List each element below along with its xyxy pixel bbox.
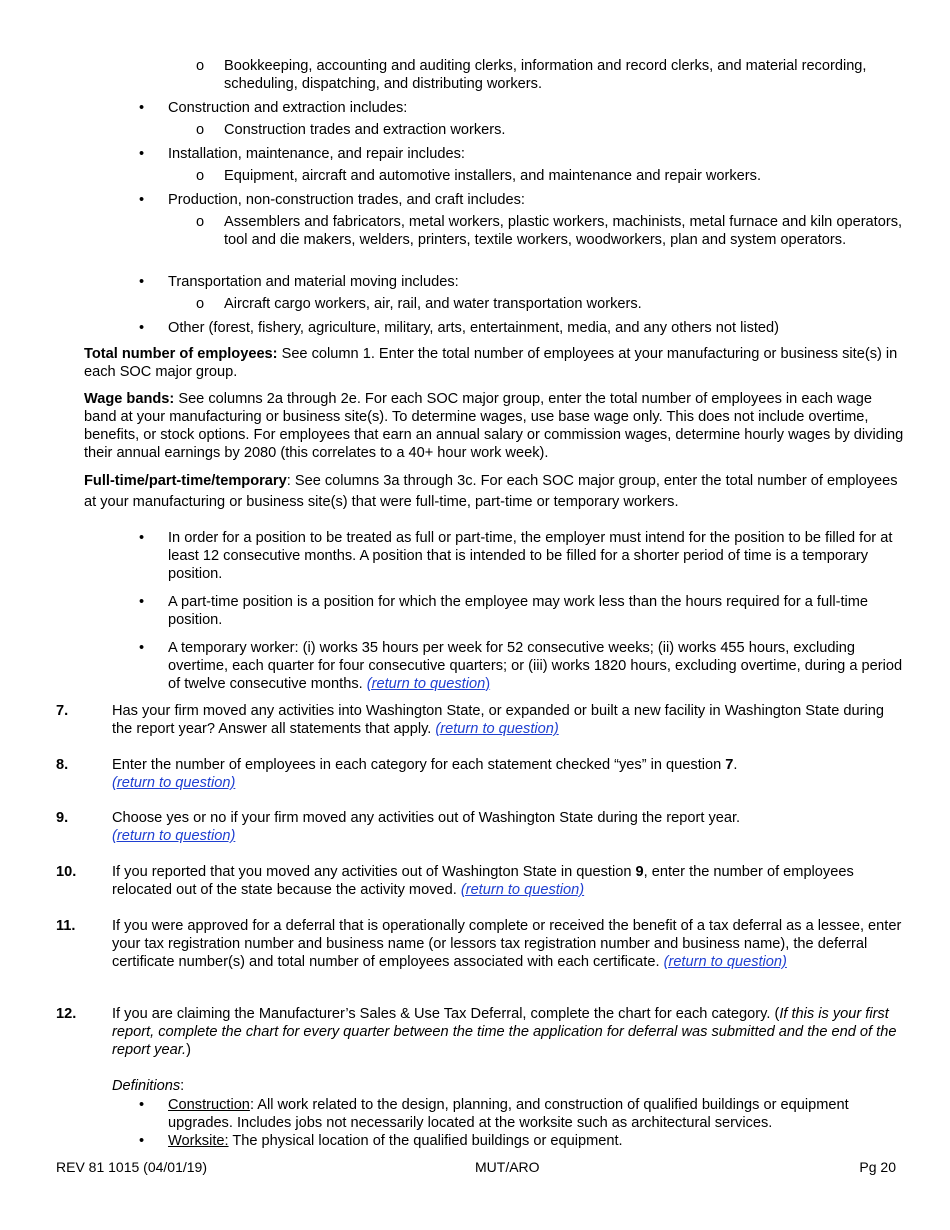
construction-term: Construction [168, 1097, 250, 1113]
question-12-italic: If this is your first report, complete the chart for every quarter between the time the application for deferral was submitted and the end of the report year. [112, 1006, 897, 1058]
definition-worksite [168, 1132, 903, 1150]
bullet-mark: • [139, 320, 145, 336]
sub-item-clerks: Bookkeeping, accounting and auditing clerks, information and record clerks, and material recording, scheduling, dispatching, and distributing workers. [224, 58, 867, 92]
wage-bands-paragraph [84, 390, 904, 462]
question-10-ref: 9 [635, 864, 644, 880]
bullet-mark: • [139, 530, 145, 546]
definitions-heading [112, 1077, 904, 1095]
bullet-transportation: Transportation and material moving includes: [168, 274, 459, 290]
worksite-definition: The physical location of the qualified buildings or equipment. [228, 1133, 623, 1149]
question-8-number: 8. [56, 757, 69, 773]
return-link-close-paren[interactable]: ) [485, 676, 491, 692]
definitions-heading-text: Definitions [112, 1078, 181, 1094]
bullet-construction: Construction and extraction includes: [168, 100, 408, 116]
return-to-question-link[interactable]: (return to question) [112, 828, 236, 844]
bullet-parttime-definition: A part-time position is a position for which the employee may work less than the hours required for a full-time position. [168, 594, 869, 628]
return-to-question-link[interactable]: (return to question) [460, 882, 585, 898]
question-11-number: 11. [56, 918, 76, 934]
bullet-mark: • [139, 1133, 145, 1149]
bullet-fulltime-definition: In order for a position to be treated as full or part-time, the employer must intend for the position to be filled for at least 12 consecutive months. A position that is intended to be filled for a shorter period of time is a temporary position. [168, 530, 893, 582]
question-11-body: If you were approved for a deferral that is operationally complete or received the benefit of a tax deferral as a lessee, enter your tax registration number and business name (or lessors tax registration number and business name), the deferral certificate number(s) and total number of employees associated with each certificate. [112, 918, 902, 970]
bullet-mark: • [139, 640, 145, 656]
footer-page-number: Pg 20 [859, 1159, 896, 1175]
bullet-mark: • [139, 100, 145, 116]
total-employees-text: See column 1. Enter the total number of employees at your manufacturing or business site(s) in each SOC major group. [84, 346, 898, 380]
bullet-mark: • [139, 1097, 145, 1113]
construction-definition: : All work related to the design, planning, and construction of qualified buildings or equipment upgrades. Includes jobs not necessarily located at the worksite such as architectural services. [168, 1097, 849, 1131]
question-9-body: Choose yes or no if your firm moved any activities out of Washington State during the report year. [112, 810, 741, 826]
return-link-open-paren[interactable]: ( [366, 676, 372, 692]
ftpt-text: : See columns 3a through 3c. For each SOC major group, enter the total number of employees at your manufacturing or business site(s) that were full-time, part-time or temporary workers. [84, 473, 898, 510]
question-8-text [112, 756, 904, 792]
question-10-number: 10. [56, 864, 77, 880]
sub-item-transportation: Aircraft cargo workers, air, rail, and water transportation workers. [224, 296, 642, 312]
question-8-body: Enter the number of employees in each category for each statement checked “yes” in question [112, 757, 726, 773]
question-7-text [112, 702, 904, 738]
question-7-number: 7. [56, 703, 69, 719]
bullet-temporary-definition [168, 639, 903, 693]
sub-bullet-mark: o [196, 58, 205, 74]
sub-bullet-mark: o [196, 296, 205, 312]
question-12-end: ) [186, 1042, 191, 1058]
wage-bands-label: Wage bands: [84, 391, 175, 407]
bullet-other: Other (forest, fishery, agriculture, military, arts, entertainment, media, and any others not listed) [168, 320, 780, 336]
worksite-term: Worksite: [168, 1133, 229, 1149]
total-employees-paragraph [84, 345, 904, 381]
sub-bullet-mark: o [196, 122, 205, 138]
bullet-mark: • [139, 146, 145, 162]
temporary-text: A temporary worker: (i) works 35 hours per week for 52 consecutive weeks; (ii) works 455 hours, excluding overtime, each quarter for four consecutive quarters; or (iii) works 1820 hours, excluding overtime, during a period of twelve consecutive months. [168, 640, 903, 692]
question-12-number: 12. [56, 1006, 77, 1022]
question-10-body-2: , enter the number of employees relocated out of the state because the activity moved. [112, 864, 854, 898]
bullet-mark: • [139, 594, 145, 610]
question-8-end: . [733, 757, 738, 773]
definition-construction [168, 1096, 903, 1132]
return-to-question-link[interactable]: return to question [371, 676, 486, 692]
question-10-body: If you reported that you moved any activities out of Washington State in question [112, 864, 636, 880]
bullet-mark: • [139, 192, 145, 208]
question-12-body: If you are claiming the Manufacturer’s Sales & Use Tax Deferral, complete the chart for each category. ( [112, 1006, 780, 1022]
question-10-text [112, 863, 904, 899]
ftpt-paragraph [84, 471, 904, 513]
sub-item-construction: Construction trades and extraction workers. [224, 122, 506, 138]
question-12-text [112, 1005, 904, 1059]
definitions-colon: : [180, 1078, 185, 1094]
total-employees-label: Total number of employees: [84, 346, 278, 362]
sub-bullet-mark: o [196, 214, 205, 230]
question-9-text [112, 809, 904, 845]
question-8-ref: 7 [725, 757, 734, 773]
question-9-number: 9. [56, 810, 69, 826]
bullet-production: Production, non-construction trades, and craft includes: [168, 192, 525, 208]
bullet-installation: Installation, maintenance, and repair includes: [168, 146, 465, 162]
sub-item-production: Assemblers and fabricators, metal workers, plastic workers, machinists, metal furnace and kiln operators, tool and die makers, welders, printers, textile workers, woodworkers, plan and system operators. [224, 214, 903, 248]
return-to-question-link[interactable]: (return to question) [435, 721, 559, 737]
question-7-body: Has your firm moved any activities into Washington State, or expanded or built a new facility in Washington State during the report year? Answer all statements that apply. [112, 703, 884, 737]
return-to-question-link[interactable]: (return to question) [112, 775, 236, 791]
sub-item-installation: Equipment, aircraft and automotive installers, and maintenance and repair workers. [224, 168, 762, 184]
return-to-question-link[interactable]: (return to question) [663, 954, 787, 970]
sub-bullet-mark: o [196, 168, 205, 184]
question-11-text [112, 917, 904, 971]
wage-bands-text: See columns 2a through 2e. For each SOC major group, enter the total number of employees in each wage band at your manufacturing or business site(s). To determine wages, use base wage only. This does not include overtime, benefits, or stock options. For employees that earn an annual salary or commission wages, determine hourly wages by dividing their annual earnings by 2080 (this correlates to a 40+ hour work week). [84, 391, 904, 461]
footer-form-code: MUT/ARO [475, 1159, 540, 1175]
ftpt-label: Full-time/part-time/temporary [84, 473, 287, 489]
bullet-mark: • [139, 274, 145, 290]
footer-form-number: REV 81 1015 (04/01/19) [56, 1159, 207, 1175]
